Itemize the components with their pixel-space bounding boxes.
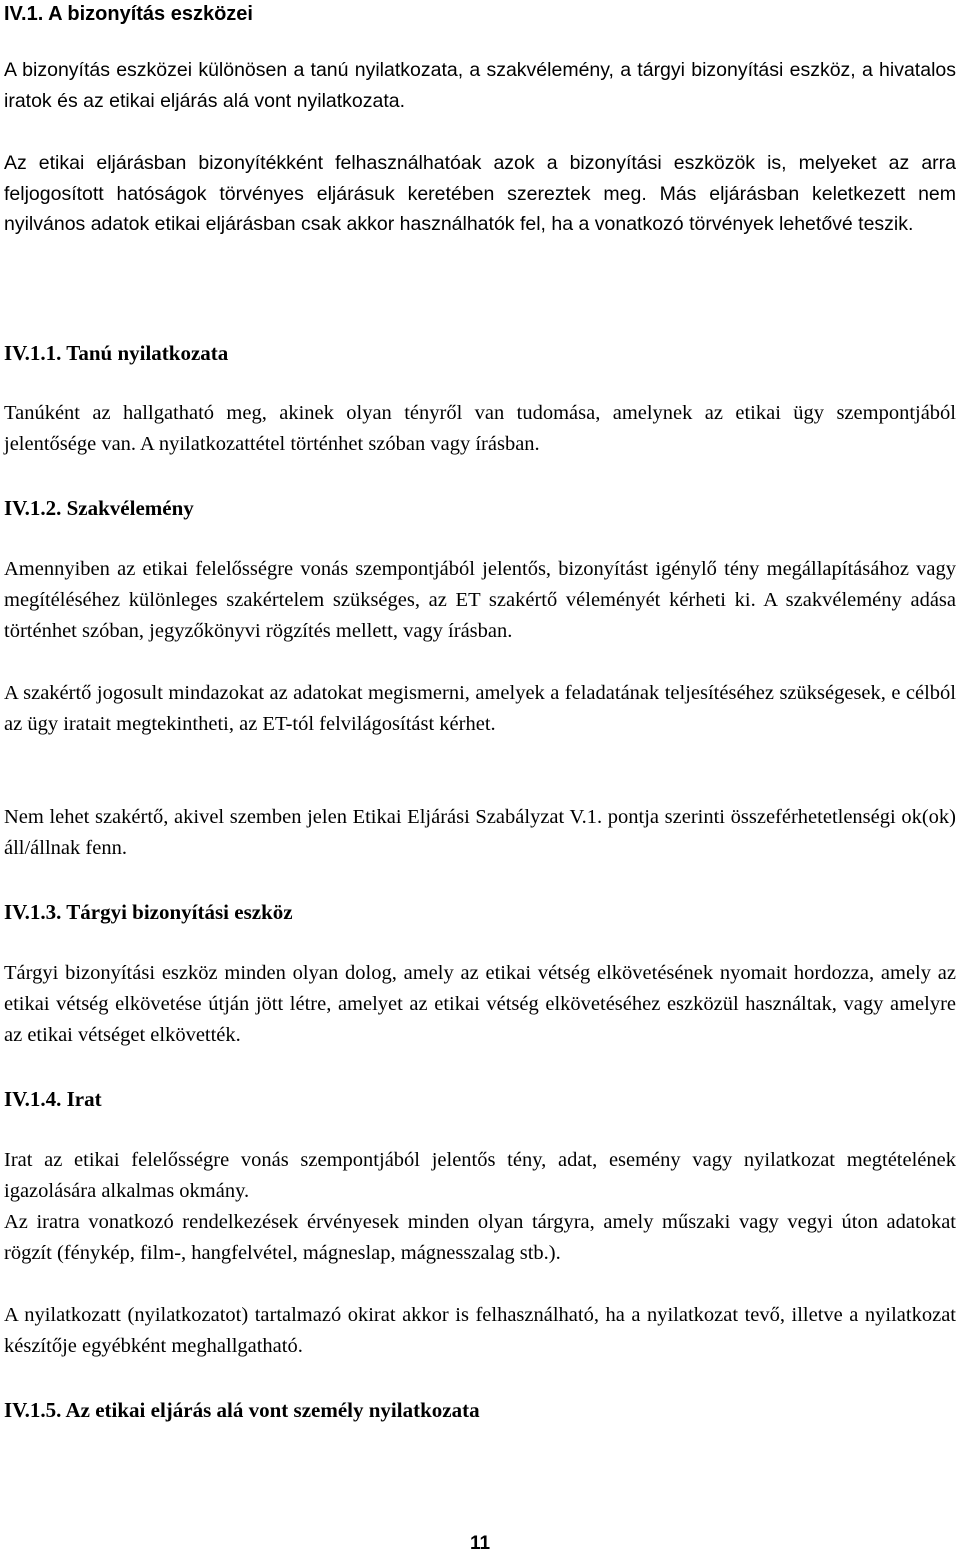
intro-paragraph-1: A bizonyítás eszközei különösen a tanú nyilatkozata, a szakvélemény, a tárgyi bizonyítási eszköz, a hivatalos iratok és az etikai eljárás alá vont nyilatkozata. [4,59,956,112]
page-number: 11 [469,1533,491,1554]
subsection-paragraph-1-4-c: A nyilatkozatt (nyilatkozatot) tartalmazó okirat akkor is felhasználható, ha a nyilatkozat tevő, illetve a nyilatkozat készítője egyébként meghallgatható. [4,1304,956,1357]
subsection-paragraph-1-2-a: Amennyiben az etikai felelősségre vonás szempontjából jelentős, bizonyítást igénylő tény megállapításához vagy megítéléséhez különleges szakértelem szükséges, az ET szakértő véleményét kérheti ki. A szakvélemény adása történhet szóban, jegyzőkönyvi rögzítés mellett, vagy írásban. [4,558,956,642]
subsection-heading-1-3: IV.1.3. Tárgyi bizonyítási eszköz [4,900,293,924]
subsection-heading-1-2: IV.1.2. Szakvélemény [4,496,194,520]
subsection-paragraph-1-2-b: A szakértő jogosult mindazokat az adatokat megismerni, amelyek a feladatának teljesítéséhez szükségesek, e célból az ügy iratait megtekintheti, az ET-tól felvilágosítást kérhet. [4,682,956,735]
subsection-paragraph-1-4-b: Az iratra vonatkozó rendelkezések érvényesek minden olyan tárgyra, amely műszaki vagy vegyi úton adatokat rögzít (fénykép, film-, hangfelvétel, mágneslap, mágnesszalag stb.). [4,1211,956,1264]
subsection-paragraph-1-2-c: Nem lehet szakértő, akivel szemben jelen Etikai Eljárási Szabályzat V.1. pontja szerinti összeférhetetlenségi ok(ok) áll/állnak fenn. [4,806,956,859]
subsection-paragraph-1-1-a: Tanúként az hallgatható meg, akinek olyan tényről van tudomása, amelynek az etikai ügy szempontjából jelentősége van. A nyilatkozattétel történhet szóban vagy írásban. [4,402,956,455]
subsection-heading-1-1: IV.1.1. Tanú nyilatkozata [4,341,229,365]
intro-paragraph-2: Az etikai eljárásban bizonyítékként felhasználhatóak azok a bizonyítási eszközök is, melyeket az arra feljogosított hatóságok törvényes eljárásuk keretében szereztek meg. Más eljárásban keletkezett nem nyilvános adatok etikai eljárásban csak akkor használhatók fel, ha a vonatkozó törvények lehetővé teszik. [4,152,956,236]
subsection-heading-1-4: IV.1.4. Irat [4,1087,102,1111]
section-title: IV.1. A bizonyítás eszközei [4,3,253,25]
subsection-paragraph-1-4-a: Irat az etikai felelősségre vonás szempontjából jelentős tény, adat, esemény vagy nyilatkozat megtételének igazolására alkalmas okmány. [4,1149,956,1202]
subsection-heading-1-5: IV.1.5. Az etikai eljárás alá vont személy nyilatkozata [4,1398,480,1422]
subsection-paragraph-1-3-a: Tárgyi bizonyítási eszköz minden olyan dolog, amely az etikai vétség elkövetésének nyomait hordozza, amely az etikai vétség elkövetése útján jött létre, amelyet az etikai vétség elkövetéséhez eszközül használtak, vagy amelyre az etikai vétséget elkövették. [4,962,956,1046]
